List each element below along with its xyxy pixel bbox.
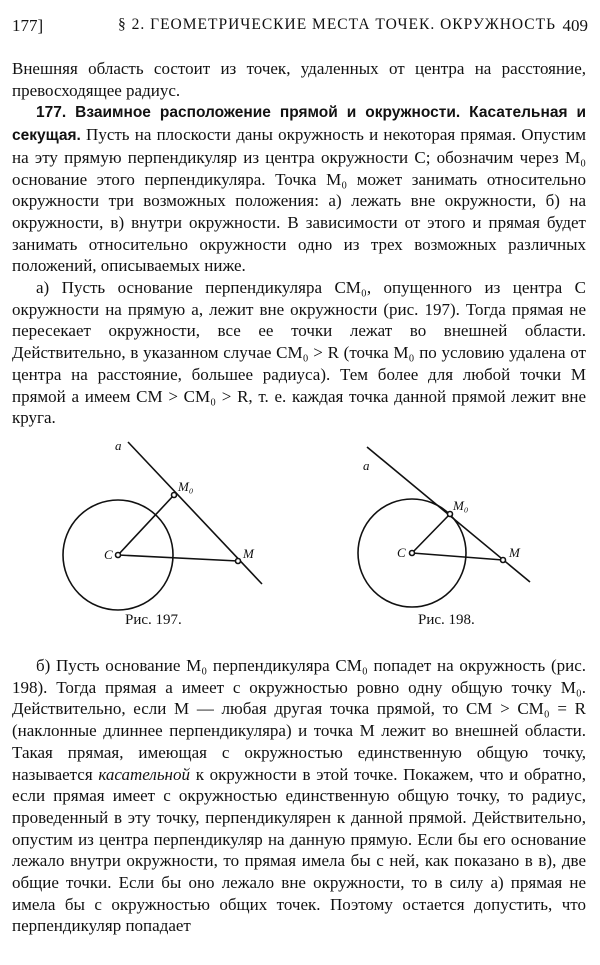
header-title: § 2. ГЕОМЕТРИЧЕСКИЕ МЕСТА ТОЧЕК. ОКРУЖНОСТЬ: [118, 16, 557, 33]
point-c-197: [116, 553, 121, 558]
caption-198: Рис. 198.: [418, 612, 475, 628]
header-section-ref: 177]: [12, 16, 44, 35]
point-m0-197: [172, 493, 177, 498]
intro-paragraph: Внешняя область состоит из точек, удаленных от центра на расстояние, превосходящее радиус.: [12, 59, 586, 100]
line-a-197: [128, 442, 262, 584]
point-c-198: [410, 551, 415, 556]
figure-198: [358, 447, 530, 607]
label-c-197: C: [104, 547, 113, 562]
label-m0-198: M₀: [453, 498, 469, 513]
paragraph-b: [12, 655, 586, 937]
paragraph-b-before: б) Пусть основание M₀ перпендикуляра CM₀ попадет на окружность (рис. 198). Тогда прямая a имеет с окружностью ровно одну общую точку M₀. Действительно, если M — любая другая точка прямой, то CM > CM₀ = R (наклонные длиннее перпендикуляра) и точка M лежит во внешней области. Такая прямая, имеющая с окружностью единственную общую точку, называется: [12, 656, 586, 784]
segment-cm-198: [412, 553, 503, 560]
section-body: Пусть на плоскости даны окружность и некоторая прямая. Опустим на эту прямую перпендикуляр из центра окружности C; обозначим через M₀ основание этого перпендикуляра. Точка M₀ может занимать относительно окружности три возможных положения: а) лежать вне окружности, б) на окружности, в) внутри окружности. В зависимости от этого и прямая будет занимать относительно окружности одно из трех возможных различных положений, описываемых ниже.: [12, 125, 586, 276]
label-c-198: C: [397, 545, 406, 560]
label-a-197: a: [115, 438, 122, 453]
section-title: 177. Взаимное расположение прямой и окружности. Касательная и секущая.: [12, 104, 586, 145]
figures: [0, 432, 600, 642]
point-m-198: [501, 558, 506, 563]
label-m0-197: M₀: [178, 479, 194, 494]
figure-diagrams: [0, 432, 600, 642]
figure-197: [63, 442, 262, 610]
text-block-top: [12, 58, 586, 429]
page-number: 409: [562, 16, 588, 35]
section-paragraph: [12, 101, 586, 277]
label-m-198: M: [509, 545, 520, 560]
label-m-197: M: [243, 546, 254, 561]
running-header: [12, 16, 588, 40]
paragraph-b-after: к окружности в этой точке. Покажем, что и обратно, если прямая имеет с окружностью единственную общую точку, то радиус, проведенный в эту точку, перпендикулярен к данной прямой. Действительно, опустим из центра перпендикуляр на данную прямую. Если бы его основание лежало внутри окружности, то прямая имела бы с ней, как показано в в), две общие точки. Если бы оно лежало вне окружности, то в силу а) прямая не имела бы с окружностью общих точек. Поэтому остается допустить, что перпендикуляр попадает: [12, 764, 586, 936]
caption-197: Рис. 197.: [125, 612, 182, 628]
text-block-bottom: [12, 655, 586, 937]
point-m-197: [236, 559, 241, 564]
point-m0-198: [448, 512, 453, 517]
paragraph-a: а) Пусть основание перпендикуляра CM₀, опущенного из центра C окружности на прямую a, лежит вне окружности (рис. 197). Тогда прямая не пересекает окружности, все ее точки лежат во внешней области. Действительно, в указанном случае CM₀ > R (точка M₀ по условию удалена от центра на расстояние, большее радиуса). Тем более для любой точки M прямой a имеем CM > CM₀ > R, т. е. каждая точка данной прямой лежит вне круга.: [12, 278, 586, 428]
segment-cm-197: [118, 555, 238, 561]
perpendicular-197: [118, 495, 174, 555]
label-a-198: a: [363, 458, 370, 473]
term-tangent: касательной: [98, 764, 190, 784]
radius-198: [412, 514, 450, 553]
